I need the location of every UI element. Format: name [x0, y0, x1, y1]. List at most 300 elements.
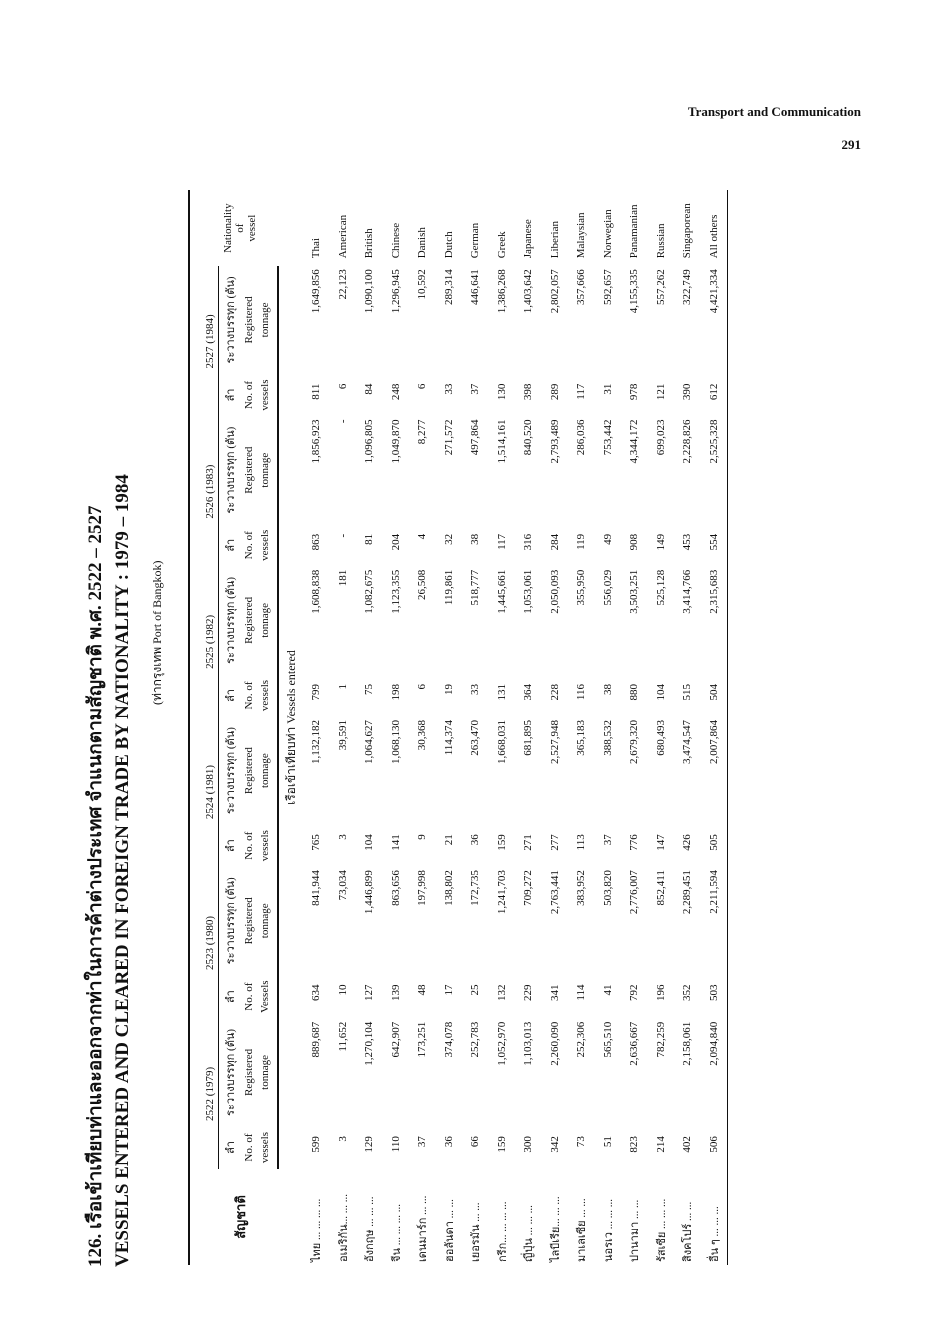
- column-header-thai: ระวางบรรทุก (ตัน): [225, 576, 237, 664]
- row-thai-label: ญี่ปุ่น ... ... ...: [523, 1205, 536, 1262]
- tonnage-cell: 2,158,061: [681, 1021, 694, 1066]
- vessel-count-cell: 3: [336, 834, 349, 840]
- vessel-count-cell: 10: [336, 984, 349, 996]
- column-header-thai: ระวางบรรทุก (ตัน): [225, 426, 237, 514]
- row-english-label: Malaysian: [575, 212, 588, 259]
- tonnage-cell: 518,777: [469, 569, 482, 606]
- vessel-count-cell: 398: [522, 383, 535, 401]
- vessel-count-cell: 104: [363, 834, 376, 851]
- column-header-en1: Registered: [243, 446, 255, 494]
- vessel-count-cell: 159: [495, 834, 508, 851]
- row-thai-label: สิงคโปร์ ... ...: [682, 1201, 695, 1262]
- row-english-label: Panamanian: [628, 204, 641, 259]
- english-header-row-1: [241, 190, 257, 1265]
- vessel-count-cell: 32: [442, 533, 455, 545]
- table-row: [701, 190, 728, 1265]
- tonnage-cell: 181: [336, 569, 349, 587]
- row-thai-label: นอรเว ... ... ...: [602, 1199, 615, 1262]
- tonnage-cell: 840,520: [522, 419, 535, 456]
- vessel-count-cell: 776: [628, 834, 641, 851]
- vessel-count-cell: 49: [601, 533, 614, 545]
- column-header-thai: ลำ: [225, 1141, 237, 1155]
- vessel-count-cell: 33: [469, 684, 482, 696]
- vessel-count-cell: 214: [654, 1136, 667, 1153]
- vessel-count-cell: 277: [548, 834, 561, 851]
- column-header-en1: Registered: [243, 596, 255, 644]
- tonnage-cell: 1,132,182: [310, 719, 323, 764]
- vessel-count-cell: 6: [336, 383, 349, 390]
- tonnage-cell: 2,793,489: [548, 419, 561, 464]
- tonnage-cell: 1,856,923: [310, 419, 323, 464]
- vessel-count-cell: 364: [522, 684, 535, 701]
- column-header-thai: ลำ: [225, 388, 237, 402]
- vessel-count-cell: 132: [495, 984, 508, 1001]
- tonnage-cell: 1,090,100: [363, 269, 376, 314]
- column-header-en2: tonnage: [257, 567, 278, 674]
- row-english-label: Danish: [416, 227, 429, 259]
- tonnage-cell: 557,262: [654, 269, 667, 306]
- vessel-count-cell: 159: [495, 1136, 508, 1153]
- vessel-count-cell: 130: [495, 383, 508, 401]
- tonnage-cell: 503,820: [601, 870, 614, 906]
- column-header-en1: No. of: [243, 381, 255, 410]
- tonnage-cell: 2,260,090: [548, 1021, 561, 1066]
- year-header: 2523 (1980): [200, 867, 219, 1019]
- tonnage-cell: 197,998: [416, 870, 429, 906]
- vessel-count-cell: 4: [416, 533, 429, 540]
- tonnage-cell: 119,861: [442, 569, 455, 606]
- vessel-count-cell: 66: [469, 1136, 482, 1148]
- tonnage-cell: 39,591: [336, 719, 349, 751]
- table-row: [542, 190, 569, 1265]
- vessel-count-cell: 117: [575, 383, 588, 400]
- tonnage-cell: 863,656: [389, 870, 402, 906]
- vessel-count-cell: 908: [628, 533, 641, 551]
- tonnage-cell: 709,272: [522, 870, 535, 906]
- tonnage-cell: 271,572: [442, 419, 455, 456]
- tonnage-cell: 30,368: [416, 719, 429, 751]
- nationality-header-line: Nationality: [222, 203, 234, 253]
- tonnage-cell: 525,128: [654, 569, 667, 606]
- row-thai-label: ปานามา ... ...: [629, 1199, 642, 1262]
- tonnage-cell: 699,023: [654, 419, 667, 456]
- vessel-count-cell: 271: [522, 834, 535, 851]
- english-nationality-header: [200, 190, 278, 266]
- nationality-header-line: vessel: [246, 214, 258, 242]
- vessel-count-cell: 811: [310, 383, 323, 400]
- tonnage-cell: 1,053,061: [522, 569, 535, 614]
- tonnage-cell: 753,442: [601, 419, 614, 456]
- vessel-count-cell: 390: [681, 383, 694, 401]
- tonnage-cell: 556,029: [601, 569, 614, 606]
- vessel-count-cell: 19: [442, 684, 455, 696]
- vessel-count-cell: 51: [601, 1136, 614, 1148]
- column-header-en1: Registered: [243, 897, 255, 945]
- vessel-count-cell: 1: [336, 684, 349, 690]
- tonnage-cell: 2,527,948: [548, 719, 561, 764]
- vessel-count-cell: 402: [681, 1136, 694, 1153]
- vessel-count-cell: 141: [389, 834, 402, 851]
- tonnage-cell: 286,036: [575, 419, 588, 456]
- tonnage-cell: 172,735: [469, 870, 482, 906]
- vessel-count-cell: 863: [310, 533, 323, 551]
- tonnage-cell: 1,649,856: [310, 269, 323, 314]
- tonnage-cell: 289,314: [442, 269, 455, 306]
- table-row: [436, 190, 463, 1265]
- tonnage-cell: 2,802,057: [548, 269, 561, 314]
- row-english-label: American: [336, 214, 349, 259]
- vessel-count-cell: 341: [548, 984, 561, 1001]
- tonnage-cell: 852,411: [654, 870, 667, 906]
- vessel-count-cell: 25: [469, 984, 482, 996]
- column-header-en2: vessels: [257, 524, 278, 567]
- column-header-thai: ระวางบรรทุก (ตัน): [225, 877, 237, 965]
- vessel-count-cell: 36: [442, 1136, 455, 1148]
- tonnage-cell: 3,474,547: [681, 719, 694, 764]
- tonnage-cell: 2,763,441: [548, 870, 561, 915]
- vessel-count-cell: 316: [522, 533, 535, 551]
- tonnage-cell: 1,446,899: [363, 870, 376, 915]
- column-header-thai: ระวางบรรทุก (ตัน): [225, 727, 237, 815]
- tonnage-cell: 138,802: [442, 870, 455, 906]
- vessel-count-cell: 823: [628, 1136, 641, 1153]
- column-header-en2: vessels: [257, 1126, 278, 1169]
- tonnage-cell: 388,532: [601, 719, 614, 756]
- tonnage-cell: 73,034: [336, 870, 349, 901]
- tonnage-cell: 355,950: [575, 569, 588, 606]
- column-header-thai: ระวางบรรทุก (ตัน): [225, 276, 237, 364]
- nationality-header-line: of: [234, 223, 246, 233]
- page-number: 291: [841, 137, 861, 152]
- tonnage-cell: 3,414,766: [681, 569, 694, 614]
- vessel-count-cell: 599: [310, 1136, 323, 1153]
- tonnage-cell: 252,306: [575, 1021, 588, 1058]
- table-row: [621, 190, 648, 1265]
- tonnage-cell: 263,470: [469, 719, 482, 756]
- table-row: [674, 190, 701, 1265]
- vessel-count-cell: 300: [522, 1136, 535, 1153]
- tonnage-cell: 8,277: [416, 419, 429, 445]
- vessel-count-cell: 515: [681, 684, 694, 701]
- vessel-count-cell: 37: [601, 834, 614, 846]
- tonnage-cell: 1,241,703: [495, 870, 508, 915]
- vessel-count-cell: 9: [416, 834, 429, 840]
- english-header-row-2: [257, 190, 278, 1265]
- row-english-label: Greek: [495, 231, 508, 259]
- vessel-count-cell: 3: [336, 1136, 349, 1142]
- column-header-en1: Registered: [243, 1048, 255, 1096]
- row-english-label: Singaporean: [681, 203, 694, 259]
- vessel-count-cell: 149: [654, 533, 667, 551]
- row-english-label: German: [469, 222, 482, 259]
- year-header: 2522 (1979): [200, 1019, 219, 1169]
- table-row: [595, 190, 622, 1265]
- table-number: 126.: [85, 1233, 106, 1267]
- table-row: [568, 190, 595, 1265]
- thai-unit-row: [219, 190, 242, 1265]
- vessel-count-cell: 799: [310, 684, 323, 701]
- vessel-count-cell: 131: [495, 684, 508, 701]
- tonnage-cell: 1,668,031: [495, 719, 508, 764]
- tonnage-cell: 383,952: [575, 870, 588, 906]
- vessel-count-cell: 147: [654, 834, 667, 851]
- tonnage-cell: 592,657: [601, 269, 614, 306]
- tonnage-cell: 2,094,840: [701, 1019, 728, 1126]
- row-thai-label: ไลบีเรีย... ... ...: [549, 1196, 562, 1262]
- vessel-count-cell: 113: [575, 834, 588, 851]
- table-title-thai: [80, 505, 110, 1267]
- tonnage-cell: 322,749: [681, 269, 694, 306]
- row-thai-label: เยอรมัน ... ...: [470, 1202, 483, 1262]
- column-header-thai: ลำ: [225, 990, 237, 1004]
- vessel-count-cell: 114: [575, 984, 588, 1001]
- vessel-count-cell: 506: [701, 1126, 728, 1169]
- row-thai-label: ฮอลันดา ... ...: [443, 1199, 456, 1262]
- row-english-label: Japanese: [522, 219, 535, 259]
- row-english-label: Chinese: [389, 222, 402, 259]
- vessel-count-cell: 503: [701, 974, 728, 1018]
- table-row: [303, 190, 330, 1265]
- tonnage-cell: 374,078: [442, 1021, 455, 1058]
- vessel-count-cell: 6: [416, 383, 429, 390]
- tonnage-cell: 782,259: [654, 1021, 667, 1058]
- row-thai-label: อเมริกัน... ... ...: [337, 1194, 350, 1262]
- tonnage-cell: -: [336, 419, 349, 424]
- tonnage-cell: 4,421,334: [701, 266, 728, 373]
- row-thai-label: เดนมาร์ก ... ...: [417, 1195, 430, 1262]
- tonnage-cell: 1,296,945: [389, 269, 402, 314]
- vessel-count-cell: 289: [548, 383, 561, 401]
- column-header-en1: No. of: [243, 982, 255, 1011]
- tonnage-cell: 1,608,838: [310, 569, 323, 614]
- vessel-count-cell: 792: [628, 984, 641, 1001]
- vessel-count-cell: 48: [416, 984, 429, 996]
- vessels-table: [188, 190, 728, 1265]
- tonnage-cell: 2,050,093: [548, 569, 561, 614]
- running-header: Transport and Communication: [687, 104, 861, 119]
- vessel-count-cell: 228: [548, 684, 561, 701]
- year-header: 2524 (1981): [200, 717, 219, 867]
- tonnage-cell: 114,374: [442, 719, 455, 756]
- tonnage-cell: 2,525,328: [701, 417, 728, 524]
- tonnage-cell: 2,211,594: [701, 867, 728, 974]
- vessel-count-cell: -: [336, 533, 349, 538]
- vessel-count-cell: 33: [442, 383, 455, 395]
- tonnage-cell: 1,049,870: [389, 419, 402, 464]
- tonnage-cell: 173,251: [416, 1021, 429, 1058]
- table-row: [489, 190, 516, 1265]
- rotated-table-block: [80, 95, 840, 1275]
- column-header-en1: Registered: [243, 296, 255, 344]
- tonnage-cell: 4,344,172: [628, 419, 641, 464]
- column-header-en1: No. of: [243, 831, 255, 860]
- column-header-en1: No. of: [243, 681, 255, 710]
- vessel-count-cell: 31: [601, 383, 614, 395]
- tonnage-cell: 1,052,970: [495, 1021, 508, 1066]
- row-english-label: Dutch: [442, 231, 455, 259]
- table-row: [462, 190, 489, 1265]
- tonnage-cell: 2,636,667: [628, 1021, 641, 1066]
- vessel-count-cell: 21: [442, 834, 455, 846]
- column-header-en2: tonnage: [257, 417, 278, 524]
- vessel-count-cell: 426: [681, 834, 694, 851]
- tonnage-cell: 11,652: [336, 1021, 349, 1052]
- tonnage-cell: 497,864: [469, 419, 482, 456]
- column-header-thai: ลำ: [225, 839, 237, 853]
- column-header-en2: tonnage: [257, 1019, 278, 1126]
- table-row: [515, 190, 542, 1265]
- table-row: [409, 190, 436, 1265]
- column-header-en2: vessels: [257, 374, 278, 417]
- column-header-en2: tonnage: [257, 717, 278, 824]
- tonnage-cell: 889,687: [310, 1021, 323, 1058]
- row-thai-label: ไทย ... ... ... ...: [311, 1198, 324, 1262]
- vessel-count-cell: 204: [389, 533, 402, 551]
- vessel-count-cell: 248: [389, 383, 402, 401]
- column-header-en2: Vessels: [257, 974, 278, 1018]
- vessel-count-cell: 139: [389, 984, 402, 1001]
- tonnage-cell: 2,007,864: [701, 717, 728, 824]
- tonnage-cell: 10,592: [416, 269, 429, 300]
- vessel-count-cell: 612: [701, 374, 728, 417]
- row-english-label: Norwegian: [601, 209, 614, 259]
- tonnage-cell: 2,679,320: [628, 719, 641, 764]
- table-title-english: VESSELS ENTERED AND CLEARED IN FOREIGN TRADE BY NATIONALITY : 1979 – 1984: [112, 474, 133, 1267]
- tonnage-cell: 1,270,104: [363, 1021, 376, 1066]
- tonnage-cell: 565,510: [601, 1021, 614, 1058]
- vessel-count-cell: 284: [548, 533, 561, 551]
- title-thai-text: เรือเข้าเทียบท่าและออกจากท่าในการค้าต่างประเทศ จำแนกตามสัญชาติ พ.ศ. 2522 – 2527: [85, 505, 106, 1229]
- row-thai-label: จีน ... ... ... ...: [390, 1204, 403, 1262]
- tonnage-cell: 252,783: [469, 1021, 482, 1058]
- vessel-count-cell: 84: [363, 383, 376, 395]
- vessel-count-cell: 37: [469, 383, 482, 395]
- vessel-count-cell: 198: [389, 684, 402, 701]
- vessel-count-cell: 17: [442, 984, 455, 996]
- vessel-count-cell: 127: [363, 984, 376, 1001]
- vessel-count-cell: 505: [701, 824, 728, 867]
- tonnage-cell: 357,666: [575, 269, 588, 306]
- vessel-count-cell: 41: [601, 984, 614, 996]
- vessel-count-cell: 352: [681, 984, 694, 1001]
- row-english-label: Russian: [654, 223, 667, 259]
- tonnage-cell: 1,514,161: [495, 419, 508, 464]
- column-header-en1: Registered: [243, 747, 255, 795]
- vessel-count-cell: 634: [310, 984, 323, 1001]
- tonnage-cell: 1,068,130: [389, 719, 402, 764]
- table-row: [648, 190, 675, 1265]
- vessel-count-cell: 81: [363, 533, 376, 545]
- column-header-en2: tonnage: [257, 266, 278, 373]
- row-english-label: Liberian: [548, 221, 561, 259]
- vessel-count-cell: 121: [654, 383, 667, 401]
- column-header-en1: No. of: [243, 531, 255, 560]
- vessel-count-cell: 554: [701, 524, 728, 567]
- year-header: 2526 (1983): [200, 417, 219, 567]
- vessel-count-cell: 37: [416, 1136, 429, 1148]
- tonnage-cell: 1,082,675: [363, 569, 376, 614]
- vessel-count-cell: 119: [575, 533, 588, 550]
- row-english-label: Thai: [310, 238, 323, 259]
- tonnage-cell: 642,907: [389, 1021, 402, 1058]
- vessel-count-cell: 129: [363, 1136, 376, 1153]
- tonnage-cell: 2,228,826: [681, 419, 694, 464]
- tonnage-cell: 1,064,627: [363, 719, 376, 764]
- row-english-label: British: [363, 228, 376, 259]
- tonnage-cell: 365,183: [575, 719, 588, 756]
- tonnage-cell: 841,944: [310, 870, 323, 906]
- vessel-count-cell: 36: [469, 834, 482, 846]
- vessel-count-cell: 880: [628, 684, 641, 701]
- tonnage-cell: 1,096,805: [363, 419, 376, 464]
- vessel-count-cell: 38: [601, 684, 614, 696]
- vessel-count-cell: 342: [548, 1136, 561, 1153]
- row-thai-label: อังกฤษ ... ... ...: [364, 1196, 377, 1262]
- table-row: [356, 190, 383, 1265]
- tonnage-cell: 1,123,355: [389, 569, 402, 614]
- year-header: 2525 (1982): [200, 567, 219, 717]
- thai-nationality-header: สัญชาติ: [232, 1195, 248, 1239]
- row-english-label: All others: [701, 190, 728, 266]
- vessel-count-cell: 453: [681, 533, 694, 551]
- column-header-thai: ลำ: [225, 689, 237, 702]
- vessel-count-cell: 104: [654, 684, 667, 701]
- tonnage-cell: 1,103,013: [522, 1021, 535, 1066]
- vessel-count-cell: 196: [654, 984, 667, 1001]
- column-header-en1: No. of: [243, 1133, 255, 1162]
- tonnage-cell: 1,386,268: [495, 269, 508, 314]
- tonnage-cell: 2,315,683: [701, 567, 728, 674]
- tonnage-cell: 680,493: [654, 719, 667, 756]
- tonnage-cell: 1,445,661: [495, 569, 508, 614]
- vessel-count-cell: 38: [469, 533, 482, 545]
- vessel-count-cell: 75: [363, 684, 376, 696]
- vessel-count-cell: 6: [416, 684, 429, 690]
- section-label: เรือเข้าเทียบท่า Vessels entered: [283, 650, 298, 805]
- column-header-en2: tonnage: [257, 867, 278, 974]
- tonnage-cell: 1,403,642: [522, 269, 535, 314]
- tonnage-cell: 22,123: [336, 269, 349, 300]
- row-thai-label: มาเลเซีย ... ...: [576, 1198, 589, 1262]
- tonnage-cell: 26,508: [416, 569, 429, 600]
- row-thai-label: อื่น ๆ ... ... ...: [701, 1169, 728, 1265]
- tonnage-cell: 2,776,007: [628, 870, 641, 915]
- vessel-count-cell: 116: [575, 684, 588, 701]
- column-header-en2: vessels: [257, 824, 278, 867]
- tonnage-cell: 4,155,335: [628, 269, 641, 314]
- table-row: [330, 190, 357, 1265]
- vessel-count-cell: 978: [628, 383, 641, 401]
- row-thai-label: รัสเซีย ... ... ...: [655, 1198, 668, 1262]
- year-header-row: [200, 190, 219, 1265]
- table-subtitle: (ท่ากรุงเทพ Port of Bangkok): [150, 560, 164, 705]
- vessel-count-cell: 229: [522, 984, 535, 1001]
- vessel-count-cell: 110: [389, 1136, 402, 1153]
- tonnage-cell: 681,895: [522, 719, 535, 756]
- tonnage-cell: 3,503,251: [628, 569, 641, 614]
- vessel-count-cell: 765: [310, 834, 323, 851]
- column-header-en2: vessels: [257, 674, 278, 717]
- vessel-count-cell: 504: [701, 674, 728, 717]
- vessel-count-cell: 117: [495, 533, 508, 550]
- year-header: 2527 (1984): [200, 266, 219, 416]
- vessel-count-cell: 73: [575, 1136, 588, 1148]
- row-thai-label: กรีก... ... ... ...: [496, 1201, 509, 1262]
- table-row: [383, 190, 410, 1265]
- tonnage-cell: 2,289,451: [681, 870, 694, 915]
- column-header-thai: ลำ: [225, 538, 237, 552]
- tonnage-cell: 446,641: [469, 269, 482, 306]
